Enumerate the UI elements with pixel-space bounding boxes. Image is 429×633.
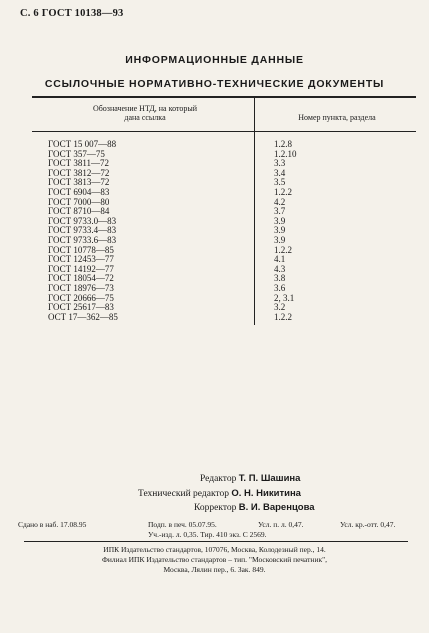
row-document: ГОСТ 9733.4—83 — [48, 225, 117, 236]
row-document: ГОСТ 12453—77 — [48, 254, 114, 265]
pub-submitted: Сдано в наб. 17.08.95 — [18, 520, 87, 529]
pub-edition: Уч.-изд. л. 0,35. Тир. 410 экз. С 2569. — [148, 530, 267, 539]
credit-tech-role: Технический редактор — [138, 488, 229, 499]
row-document: ОСТ 17—362—85 — [48, 311, 118, 322]
row-section: 3.9 — [274, 234, 286, 245]
row-section: 3.9 — [274, 225, 286, 236]
row-section: 3.7 — [274, 206, 286, 217]
credit-tech-editor — [0, 487, 429, 502]
column-header-section: Номер пункта, раздела — [298, 113, 376, 122]
credit-proofreader — [0, 501, 429, 516]
row-section: 4.2 — [274, 196, 286, 207]
row-section: 1.2.2 — [274, 186, 292, 197]
credits-block — [0, 472, 429, 516]
row-document: ГОСТ 25617—83 — [48, 302, 114, 313]
row-document: ГОСТ 3812—72 — [48, 167, 110, 178]
credit-editor-name: Т. П. Шашина — [238, 473, 301, 484]
imprint-line3: Москва, Лялин пер., 6. Зак. 849. — [163, 565, 266, 574]
row-document: ГОСТ 9733.6—83 — [48, 234, 117, 245]
row-section: 1.2.2 — [274, 311, 292, 322]
table-header-rule — [32, 131, 416, 132]
row-document: ГОСТ 9733.0—83 — [48, 215, 117, 226]
row-document: ГОСТ 3813—72 — [48, 177, 110, 188]
row-section: 3.2 — [274, 302, 286, 313]
column-header-document-line2: дана ссылка — [124, 113, 166, 122]
table-top-rule — [32, 96, 416, 98]
row-section: 3.3 — [274, 158, 286, 169]
row-section: 1.2.2 — [274, 244, 292, 255]
row-section: 3.6 — [274, 282, 286, 293]
imprint-line2: Филиал ИПК Издательство стандартов – тип. "Московский печатник", — [101, 555, 328, 564]
row-document: ГОСТ 18976—73 — [48, 282, 114, 293]
row-document: ГОСТ 7000—80 — [48, 196, 110, 207]
row-document: ГОСТ 20666—75 — [48, 292, 114, 303]
row-document: ГОСТ 8710—84 — [48, 206, 110, 217]
row-section: 3.4 — [274, 167, 286, 178]
row-section: 1.2.8 — [274, 139, 292, 149]
imprint-line1: ИПК Издательство стандартов, 107076, Москва, Колодезный пер., 14. — [103, 545, 326, 554]
row-document: ГОСТ 14192—77 — [48, 263, 114, 274]
credit-proof-role: Корректор — [194, 503, 237, 513]
row-section: 2, 3.1 — [274, 292, 295, 303]
column-header-document — [40, 104, 250, 122]
credit-editor-role: Редактор — [200, 474, 237, 484]
row-document: ГОСТ 15 007—88 — [48, 139, 117, 149]
pub-signed: Подп. в печ. 05.07.95. — [148, 520, 217, 529]
table-body — [48, 140, 418, 322]
row-section: 3.9 — [274, 215, 286, 226]
column-header-document-line1: Обозначение НТД, на который — [92, 104, 198, 113]
row-document: ГОСТ 6904—83 — [48, 186, 110, 197]
imprint-rule — [24, 541, 408, 542]
row-section: 3.5 — [274, 177, 286, 188]
credit-editor — [0, 472, 429, 487]
imprint — [0, 545, 429, 575]
row-document: ГОСТ 18054—72 — [48, 273, 114, 284]
row-section: 1.2.10 — [274, 148, 297, 159]
row-section: 4.1 — [274, 254, 286, 265]
row-document: ГОСТ 357—75 — [48, 148, 105, 159]
pub-print-sheets: Усл. п. л. 0,47. — [258, 520, 304, 529]
table-row — [48, 313, 418, 323]
section-subtitle: ССЫЛОЧНЫЕ НОРМАТИВНО-ТЕХНИЧЕСКИЕ ДОКУМЕНТЫ — [44, 78, 385, 90]
section-title: ИНФОРМАЦИОННЫЕ ДАННЫЕ — [125, 54, 304, 66]
row-section: 3.8 — [274, 273, 286, 284]
row-document: ГОСТ 3811—72 — [48, 158, 110, 169]
credit-tech-name: О. Н. Никитина — [231, 487, 301, 499]
credit-proof-name: В. И. Варенцова — [238, 502, 315, 513]
page-reference: С. 6 ГОСТ 10138—93 — [20, 8, 124, 19]
pub-color-sheets: Усл. кр.-отт. 0,47. — [340, 520, 396, 529]
publication-info — [18, 520, 418, 540]
row-document: ГОСТ 10778—85 — [48, 244, 114, 255]
row-section: 4.3 — [274, 263, 286, 274]
